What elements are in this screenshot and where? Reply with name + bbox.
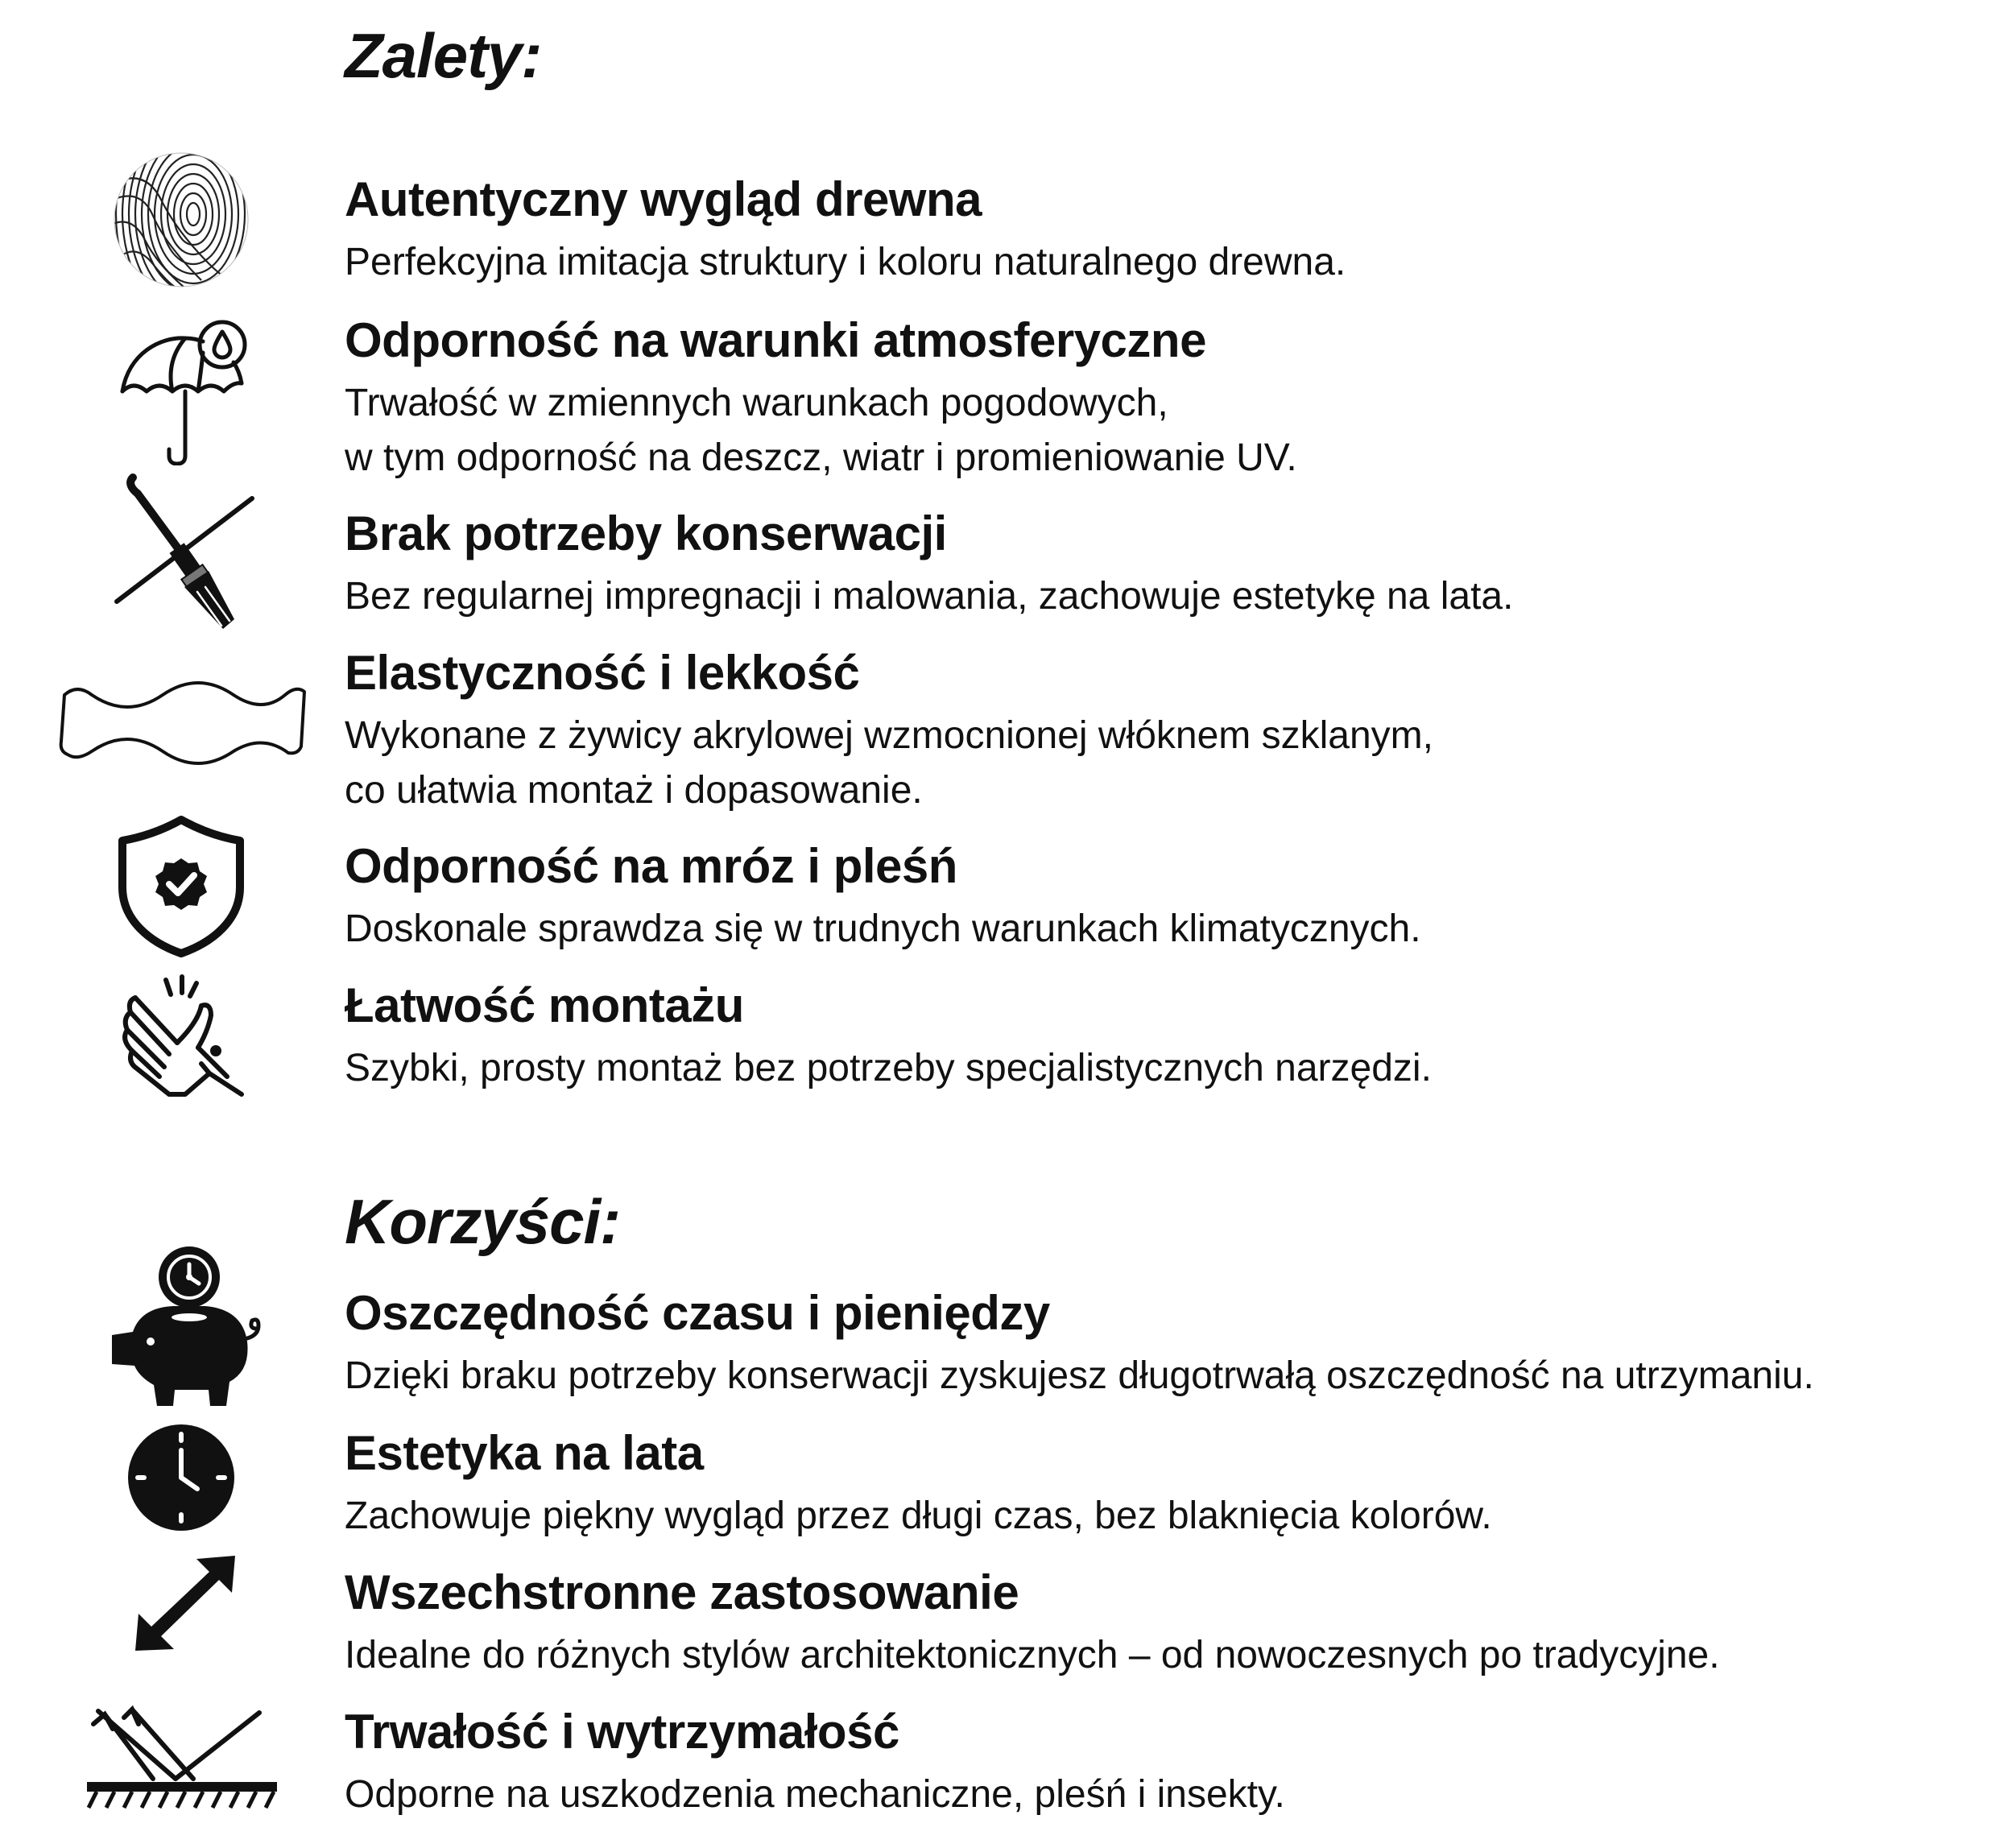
section-heading-korzysci: Korzyści:: [345, 1186, 621, 1257]
feature-description: [345, 709, 1433, 818]
feature-description: [345, 569, 1513, 624]
feature-title: Elastyczność i lekkość: [345, 646, 860, 700]
feature-title: Estetyka na lata: [345, 1426, 704, 1480]
feature-description-line: Trwałość w zmiennych warunkach pogodowych,: [345, 382, 1168, 424]
feature-description: [345, 1489, 1492, 1544]
surface-deflection-icon: [81, 1701, 282, 1814]
feature-title: Wszechstronne zastosowanie: [345, 1565, 1019, 1619]
feature-description: [345, 902, 1421, 957]
feature-description: [345, 1767, 1285, 1822]
feature-title: Odporność na mróz i pleśń: [345, 839, 957, 893]
wood-grain-icon: [113, 151, 250, 288]
feature-description-line: co ułatwia montaż i dopasowanie.: [345, 769, 923, 812]
feature-description-line: Dzięki braku potrzeby konserwacji zyskujesz długotrwałą oszczędność na utrzymaniu.: [345, 1354, 1814, 1397]
feature-description-line: Bez regularnej impregnacji i malowania, zachowuje estetykę na lata.: [345, 575, 1514, 618]
feature-description: [345, 1041, 1432, 1096]
feature-title: Oszczędność czasu i pieniędzy: [345, 1286, 1050, 1340]
feature-description-line: Wykonane z żywicy akrylowej wzmocnionej włóknem szklanym,: [345, 714, 1433, 757]
feature-title: Trwałość i wytrzymałość: [345, 1705, 899, 1759]
feature-title: Odporność na warunki atmosferyczne: [345, 313, 1206, 367]
feature-description-line: w tym odporność na deszcz, wiatr i promieniowanie UV.: [345, 436, 1297, 479]
feature-description-line: Szybki, prosty montaż bez potrzeby specjalistycznych narzędzi.: [345, 1047, 1432, 1089]
wavy-sheet-icon: [55, 677, 312, 766]
feature-description-line: Doskonale sprawdza się w trudnych warunkach klimatycznych.: [345, 907, 1421, 950]
feature-description-line: Idealne do różnych stylów architektonicznych – od nowoczesnych po tradycyjne.: [345, 1634, 1720, 1676]
feature-title: Brak potrzeby konserwacji: [345, 506, 947, 560]
shield-check-icon: [113, 813, 250, 958]
feature-description: [345, 235, 1346, 290]
feature-description-line: Odporne na uszkodzenia mechaniczne, pleśń i insekty.: [345, 1773, 1285, 1816]
finger-snap-icon: [121, 974, 250, 1102]
feature-description: [345, 376, 1297, 486]
feature-description-line: Perfekcyjna imitacja struktury i koloru naturalnego drewna.: [345, 241, 1346, 283]
feature-description-line: Zachowuje piękny wygląd przez długi czas, bez blaknięcia kolorów.: [345, 1495, 1492, 1537]
piggy-bank-clock-icon: [101, 1245, 262, 1414]
section-heading-zalety: Zalety:: [345, 20, 542, 91]
umbrella-water-drop-icon: [113, 312, 250, 465]
clock-icon: [125, 1421, 238, 1534]
feature-title: Autentyczny wygląd drewna: [345, 172, 982, 226]
diagonal-double-arrow-icon: [129, 1552, 242, 1657]
feature-description: [345, 1349, 1814, 1404]
feature-description: [345, 1628, 1720, 1683]
crossed-paintbrush-icon: [101, 471, 262, 640]
feature-title: Łatwość montażu: [345, 978, 744, 1032]
